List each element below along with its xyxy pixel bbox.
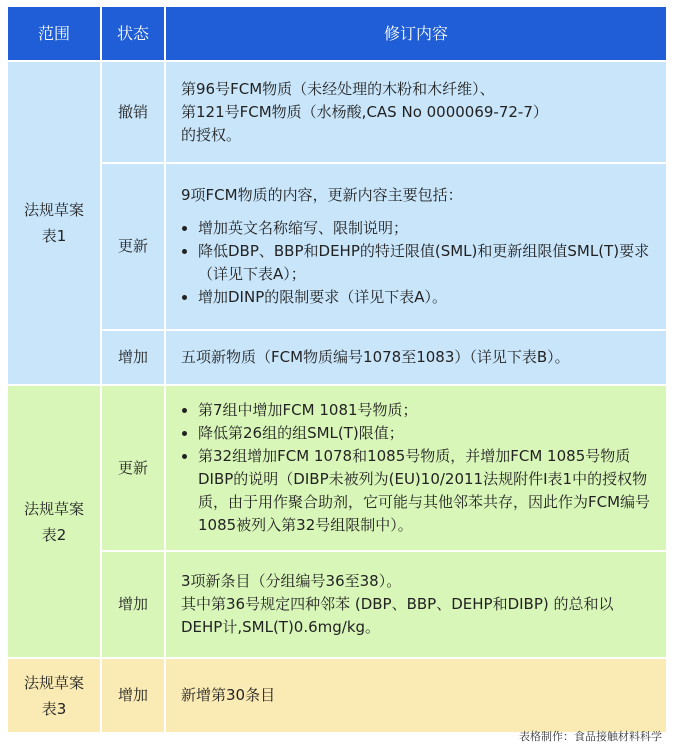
- status-cell: 更新: [102, 386, 166, 552]
- content-line: 新增第30条目: [181, 686, 276, 704]
- status-cell: 撤销: [102, 62, 166, 164]
- content-cell: [166, 62, 668, 164]
- table-credit: 表格制作：食品接触材料科学: [519, 730, 662, 743]
- scope-label: 法规草案表1: [23, 201, 84, 245]
- table-row: [8, 386, 668, 552]
- status-cell: 增加: [102, 331, 166, 386]
- table-row: [8, 552, 668, 659]
- header-content: 修订内容: [166, 7, 668, 62]
- list-item: • 增加英文名称缩写、限制说明；: [198, 217, 652, 240]
- content-lead: 9项FCM物质的内容，更新内容主要包括：: [181, 186, 463, 204]
- scope-label: 法规草案表2: [23, 499, 84, 544]
- content-line: 五项新物质（FCM物质编号1078至1083）（详见下表B）。: [181, 348, 570, 366]
- content-line: 的授权。: [181, 125, 242, 144]
- content-cell: [166, 386, 668, 552]
- list-item: • 降低DBP、BBP和DEHP的特迁限值(SML)和更新组限值SML(T)要求（详见下表A）；: [198, 240, 652, 286]
- scope-cell-3: [8, 659, 102, 734]
- list-item: • 降低第26组的组SML(T)限值；: [198, 422, 652, 445]
- scope-cell-1: [8, 62, 102, 386]
- list-item: • 增加DINP的限制要求（详见下表A）。: [198, 286, 652, 309]
- content-line: 其中第36号规定四种邻苯 (DBP、BBP、DEHP和DIBP) 的总和以DEHP计,SML(T)0.6mg/kg。: [181, 595, 614, 636]
- header-status: 状态: [102, 7, 166, 62]
- revision-table: [8, 7, 668, 734]
- bullet-list: [181, 217, 652, 309]
- content-line: 第96号FCM物质（未经处理的木粉和木纤维）、: [181, 79, 495, 98]
- content-cell: [166, 164, 668, 331]
- scope-label: 法规草案表3: [23, 673, 84, 718]
- status-cell: 增加: [102, 552, 166, 659]
- content-cell: [166, 331, 668, 386]
- content-cell: [166, 552, 668, 659]
- list-item: • 第32组增加FCM 1078和1085号物质，并增加FCM 1085号物质DIBP的说明（DIBP未被列为(EU)10/2011法规附件I表1中的授权物质，由于用作聚合助剂，它可能与其他邻苯共存，因此作为FCM编号1085被列入第32号组限制中）。: [198, 445, 652, 537]
- content-line: 第121号FCM物质（水杨酸,CAS No 0000069-72-7）: [181, 102, 548, 121]
- table-row: [8, 331, 668, 386]
- status-cell: 更新: [102, 164, 166, 331]
- header-scope: 范围: [8, 7, 102, 62]
- bullet-list: [181, 399, 652, 537]
- scope-cell-2: [8, 386, 102, 659]
- header-row: [8, 7, 668, 62]
- list-item: • 第7组中增加FCM 1081号物质；: [198, 399, 652, 422]
- table-row: [8, 62, 668, 164]
- status-cell: 增加: [102, 659, 166, 734]
- content-cell: [166, 659, 668, 734]
- table-row: [8, 164, 668, 331]
- content-line: 3项新条目（分组编号36至38）。: [181, 572, 402, 590]
- table-row: [8, 659, 668, 734]
